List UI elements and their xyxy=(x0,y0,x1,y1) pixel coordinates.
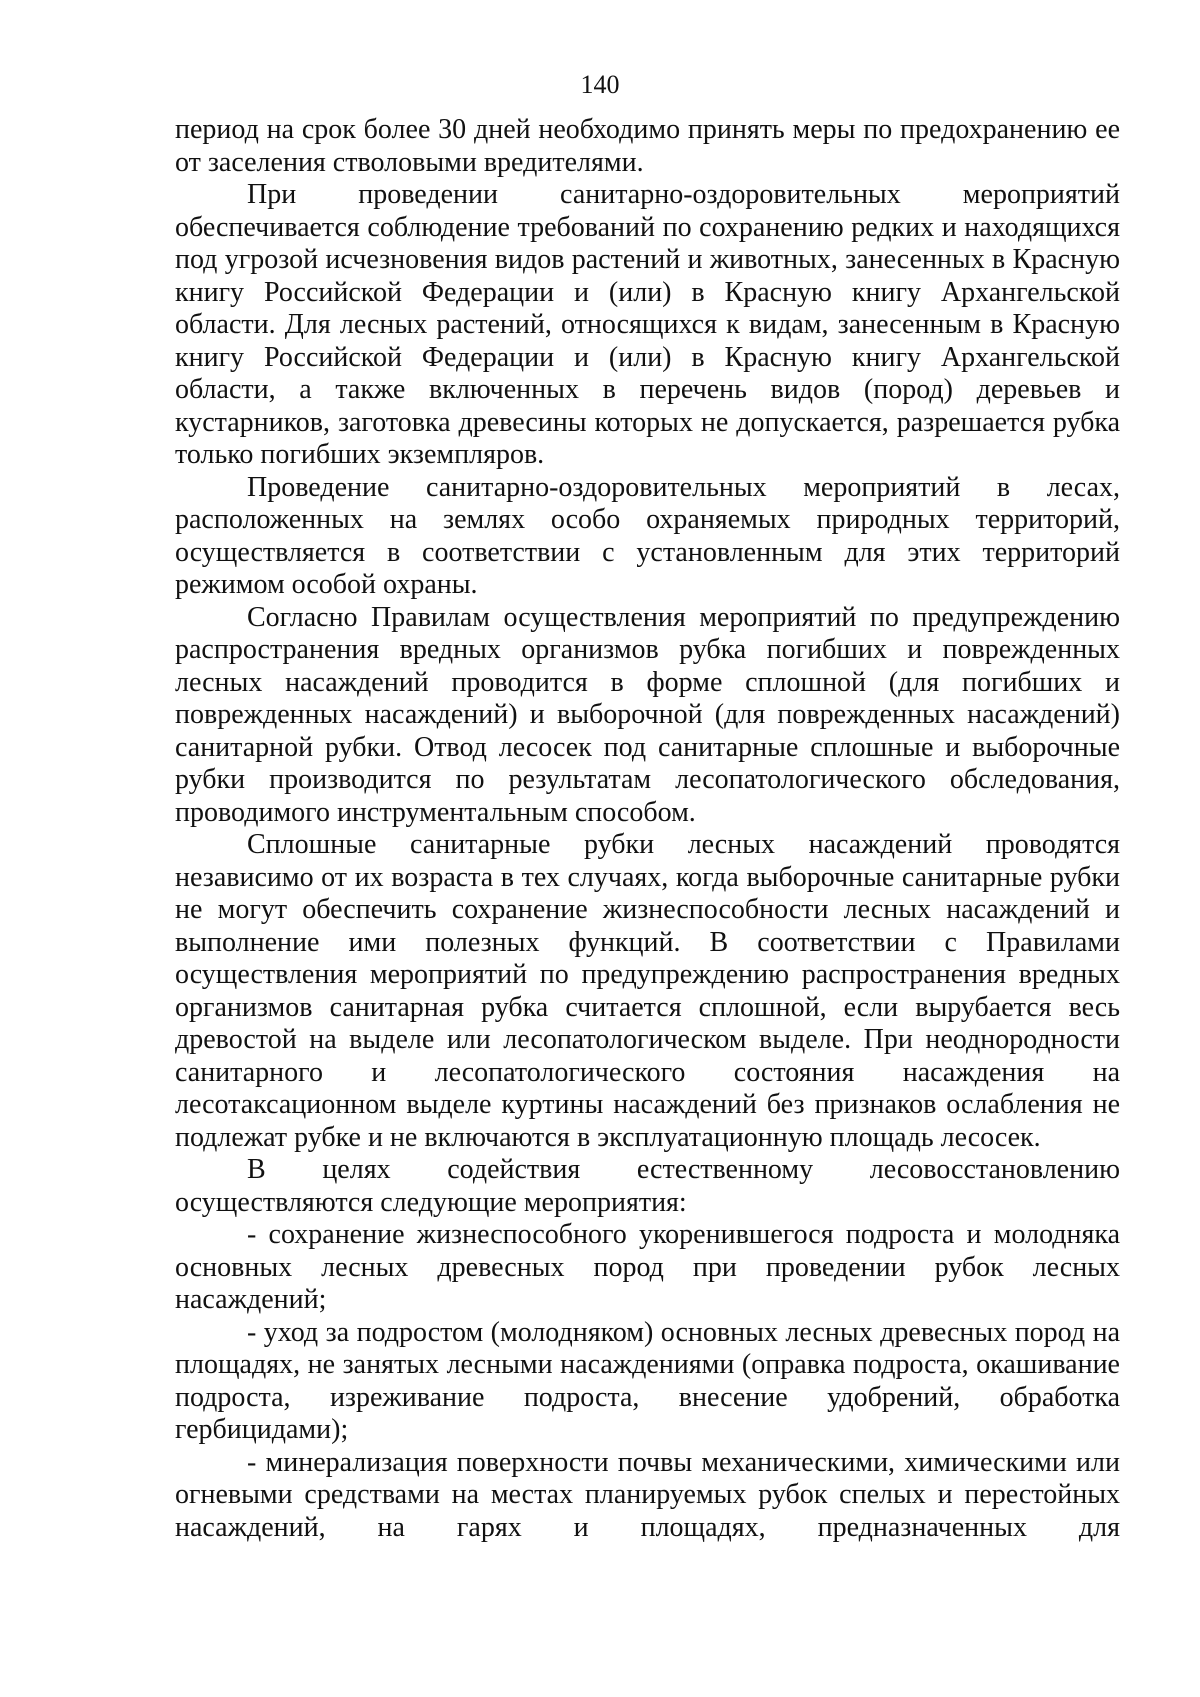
list-item-undergrowth-preservation: - сохранение жизнеспособного укоренившегося подроста и молодняка основных лесных древесных пород при проведении рубок лесных насаждений; xyxy=(175,1219,1120,1315)
page-number: 140 xyxy=(580,70,620,99)
paragraph-red-book: При проведении санитарно-оздоровительных мероприятий обеспечивается соблюдение требований по сохранению редких и находящихся под угрозой исчезновения видов растений и животных, занесенных в Красную книгу Российской Федерации и (или) в Красную книгу Архангельской области. Для лесных растений, относящихся к видам, занесенным в Красную книгу Российской Федерации и (или) в Красную книгу Архангельской области, а также включенных в перечень видов (пород) деревьев и кустарников, заготовка древесины которых не допускается, разрешается рубка только погибших экземпляров. xyxy=(175,179,1120,470)
paragraph-natural-regeneration: В целях содействия естественному лесовосстановлению осуществляются следующие мероприятия: xyxy=(175,1154,1120,1218)
paragraph-clear-sanitary-felling: Сплошные санитарные рубки лесных насаждений проводятся независимо от их возраста в тех случаях, когда выборочные санитарные рубки не могут обеспечить сохранение жизнеспособности лесных насаждений и выполнение ими полезных функций. В соответствии с Правилами осуществления мероприятий по предупреждению распространения вредных организмов санитарная рубка считается сплошной, если вырубается весь древостой на выделе или лесопатологическом выделе. При неоднородности санитарного и лесопатологического состояния насаждения на лесотаксационном выделе куртины насаждений без признаков ослабления не подлежат рубке и не включаются в эксплуатационную площадь лесосек. xyxy=(175,829,1120,1153)
document-body xyxy=(175,114,1120,1544)
paragraph-protected-areas: Проведение санитарно-оздоровительных мероприятий в лесах, расположенных на землях особо охраняемых природных территорий, осуществляется в соответствии с установленным для этих территорий режимом особой охраны. xyxy=(175,471,1120,600)
paragraph-continuation: период на срок более 30 дней необходимо принять меры по предохранению ее от заселения стволовыми вредителями. xyxy=(175,114,1120,178)
paragraph-felling-rules: Согласно Правилам осуществления мероприятий по предупреждению распространения вредных организмов рубка погибших и поврежденных лесных насаждений проводится в форме сплошной (для погибших и поврежденных насаждений) и выборочной (для поврежденных насаждений) санитарной рубки. Отвод лесосек под санитарные сплошные и выборочные рубки производится по результатам лесопатологического обследования, проводимого инструментальным способом. xyxy=(175,601,1120,828)
list-item-soil-mineralization: - минерализация поверхности почвы механическими, химическими или огневыми средствами на местах планируемых рубок спелых и перестойных насаждений, на гарях и площадях, предназначенных для xyxy=(175,1446,1120,1543)
list-item-undergrowth-care: - уход за подростом (молодняком) основных лесных древесных пород на площадях, не занятых лесными насаждениями (оправка подроста, окашивание подроста, изреживание подроста, внесение удобрений, обработка гербицидами); xyxy=(175,1316,1120,1445)
